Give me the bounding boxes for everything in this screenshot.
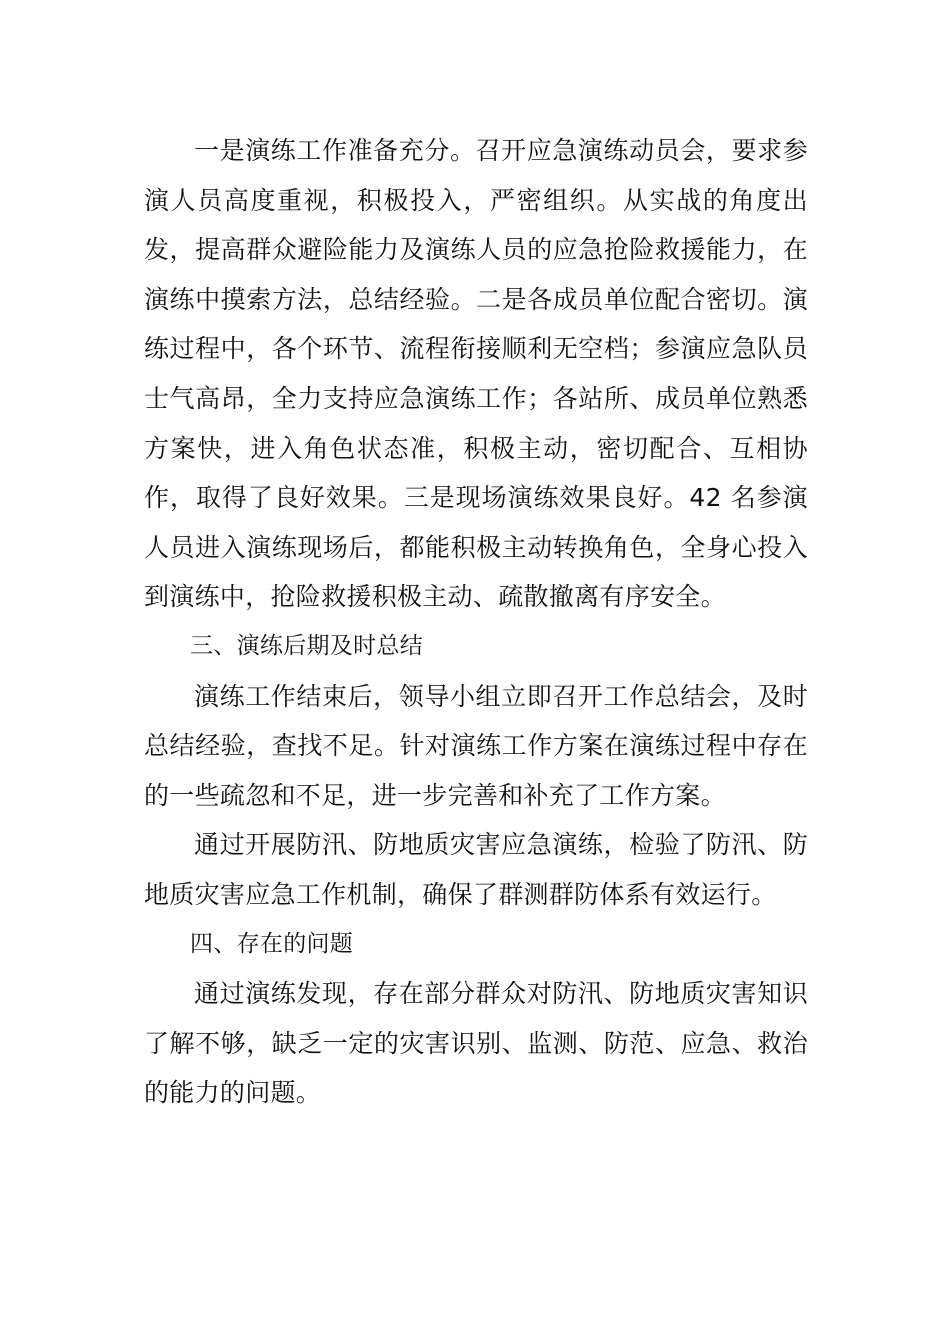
section-heading-problems: 四、存在的问题	[190, 930, 354, 957]
paragraph-preparation: 一是演练工作准备充分。召开应急演练动员会，要求参演人员高度重视，积极投入，严密组织。从实战的角度出发，提高群众避险能力及演练人员的应急抢险救援能力，在演练中摸索方法，总结经验。二是各成员单位配合密切。演练过程中，各个环节、流程衔接顺利无空档；参演应急队员士气高昂，全力支持应急演练工作；各站所、成员单位熟悉方案快，进入角色状态准，积极主动，密切配合、互相协作，取得了良好效果。三是现场演练效果良好。42 名参演人员进入演练现场后，都能积极主动转换角色，全身心投入到演练中，抢险救援积极主动、疏散撤离有序安全。	[144, 136, 808, 612]
section-heading-summary: 三、演练后期及时总结	[190, 632, 423, 659]
document-page	[144, 126, 808, 1118]
paragraph-summary-meeting: 演练工作结束后，领导小组立即召开工作总结会，及时总结经验，查找不足。针对演练工作方案在演练过程中存在的一些疏忽和不足，进一步完善和补充了工作方案。	[144, 681, 808, 810]
paragraph-problems: 通过演练发现，存在部分群众对防汛、防地质灾害知识了解不够，缺乏一定的灾害识别、监测、防范、应急、救治的能力的问题。	[144, 979, 808, 1108]
paragraph-mechanism-check: 通过开展防汛、防地质灾害应急演练，检验了防汛、防地质灾害应急工作机制，确保了群测群防体系有效运行。	[144, 830, 808, 909]
